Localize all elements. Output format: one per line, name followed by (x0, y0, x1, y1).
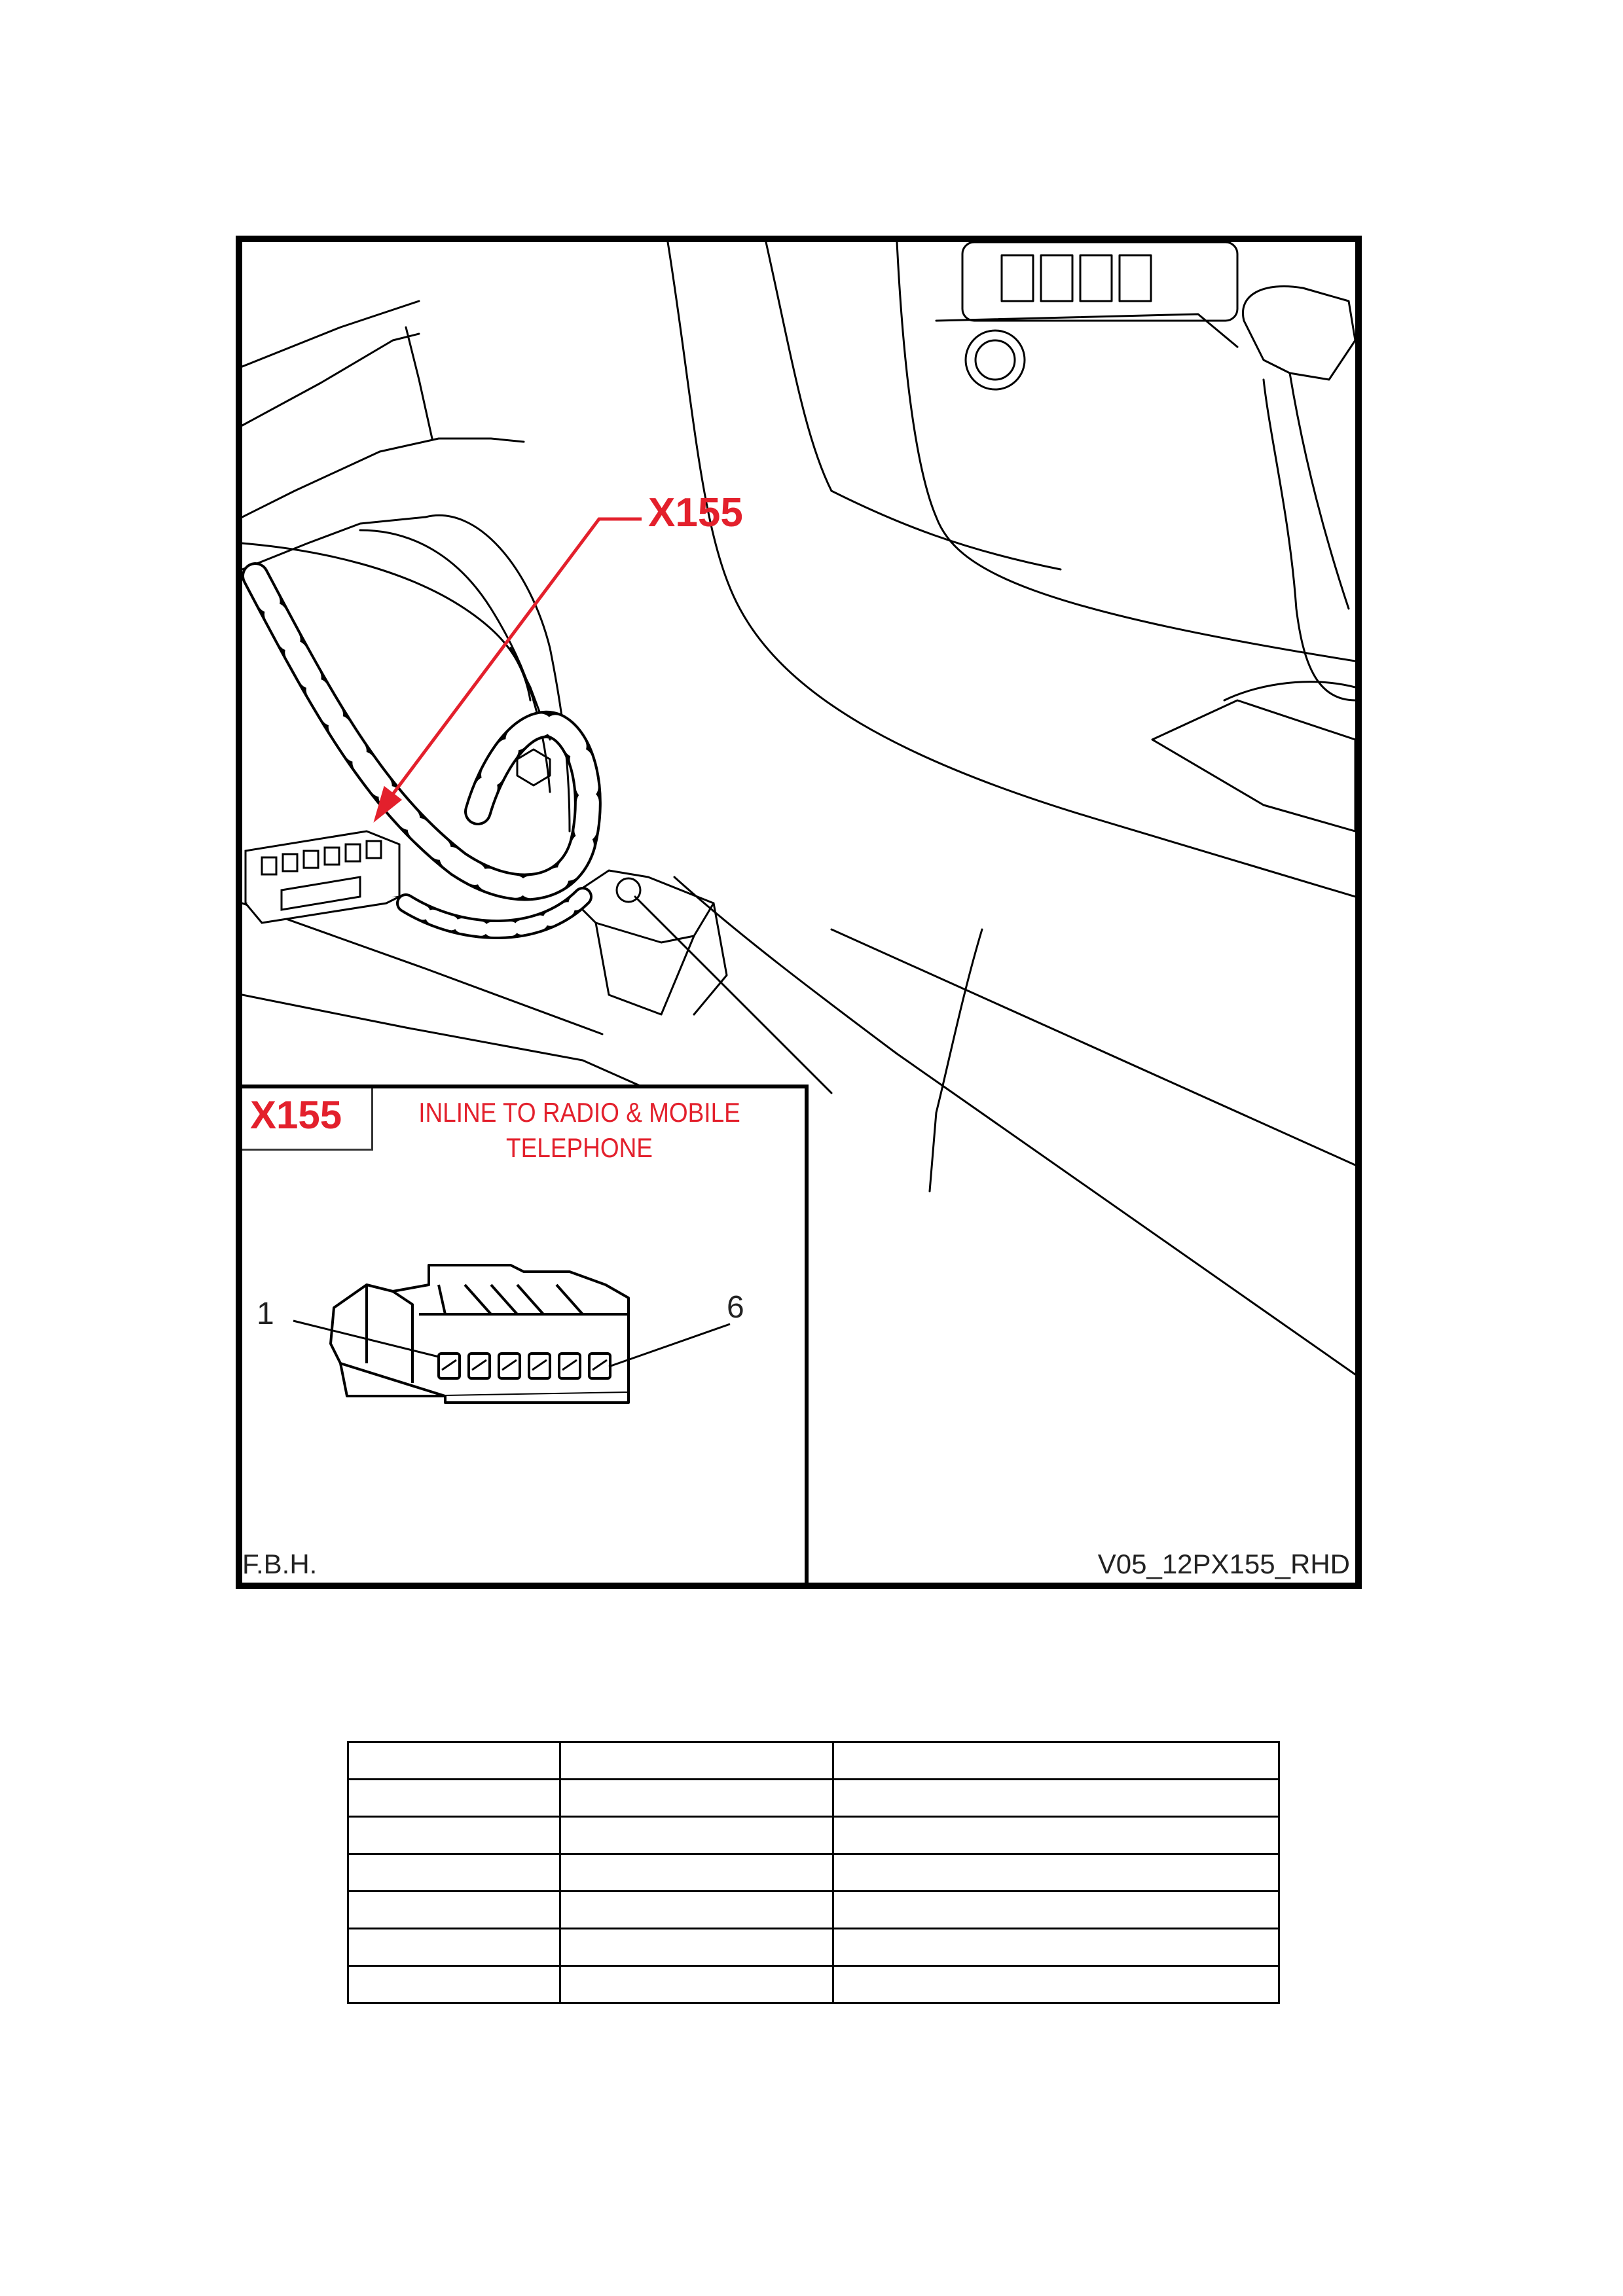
table-row (348, 1817, 1279, 1854)
pin-1-label: 1 (257, 1297, 274, 1331)
table-cell (348, 1892, 560, 1929)
connector-location-figure (236, 236, 1362, 1589)
table-cell (560, 1817, 833, 1854)
table-cell (348, 1854, 560, 1892)
connector-face-drawing (242, 1088, 805, 1589)
table-row (348, 1892, 1279, 1929)
table-cell (833, 1929, 1279, 1966)
table-cell (833, 1817, 1279, 1854)
table-cell (560, 1929, 833, 1966)
connector-inset-panel (242, 1085, 809, 1589)
description-line-1: INLINE TO RADIO & MOBILE (418, 1097, 740, 1128)
table-row (348, 1929, 1279, 1966)
table-cell (833, 1780, 1279, 1817)
description-line-2: TELEPHONE (506, 1132, 653, 1163)
table-cell (348, 1742, 560, 1780)
table-cell (560, 1892, 833, 1929)
table-row (348, 1780, 1279, 1817)
table-cell (348, 1817, 560, 1854)
table-cell (348, 1929, 560, 1966)
table-cell (560, 1780, 833, 1817)
table-cell (560, 1966, 833, 2003)
table-cell (833, 1742, 1279, 1780)
harness-connector-drawing (246, 831, 399, 923)
callout-arrow (376, 519, 642, 818)
connector-tag: X155 (250, 1093, 342, 1137)
table-cell (348, 1966, 560, 2003)
footer-left-code: F.B.H. (242, 1549, 318, 1579)
table-cell (833, 1892, 1279, 1929)
table-row (348, 1966, 1279, 2003)
table-row (348, 1854, 1279, 1892)
pin-6-label: 6 (727, 1290, 744, 1325)
connector-callout-label: X155 (648, 490, 743, 535)
table-cell (833, 1854, 1279, 1892)
table-cell (348, 1780, 560, 1817)
pin-table (347, 1741, 1280, 2004)
table-cell (560, 1854, 833, 1892)
table-cell (833, 1966, 1279, 2003)
table-cell (560, 1742, 833, 1780)
table-row (348, 1742, 1279, 1780)
footer-right-code: V05_12PX155_RHD (1097, 1549, 1350, 1579)
